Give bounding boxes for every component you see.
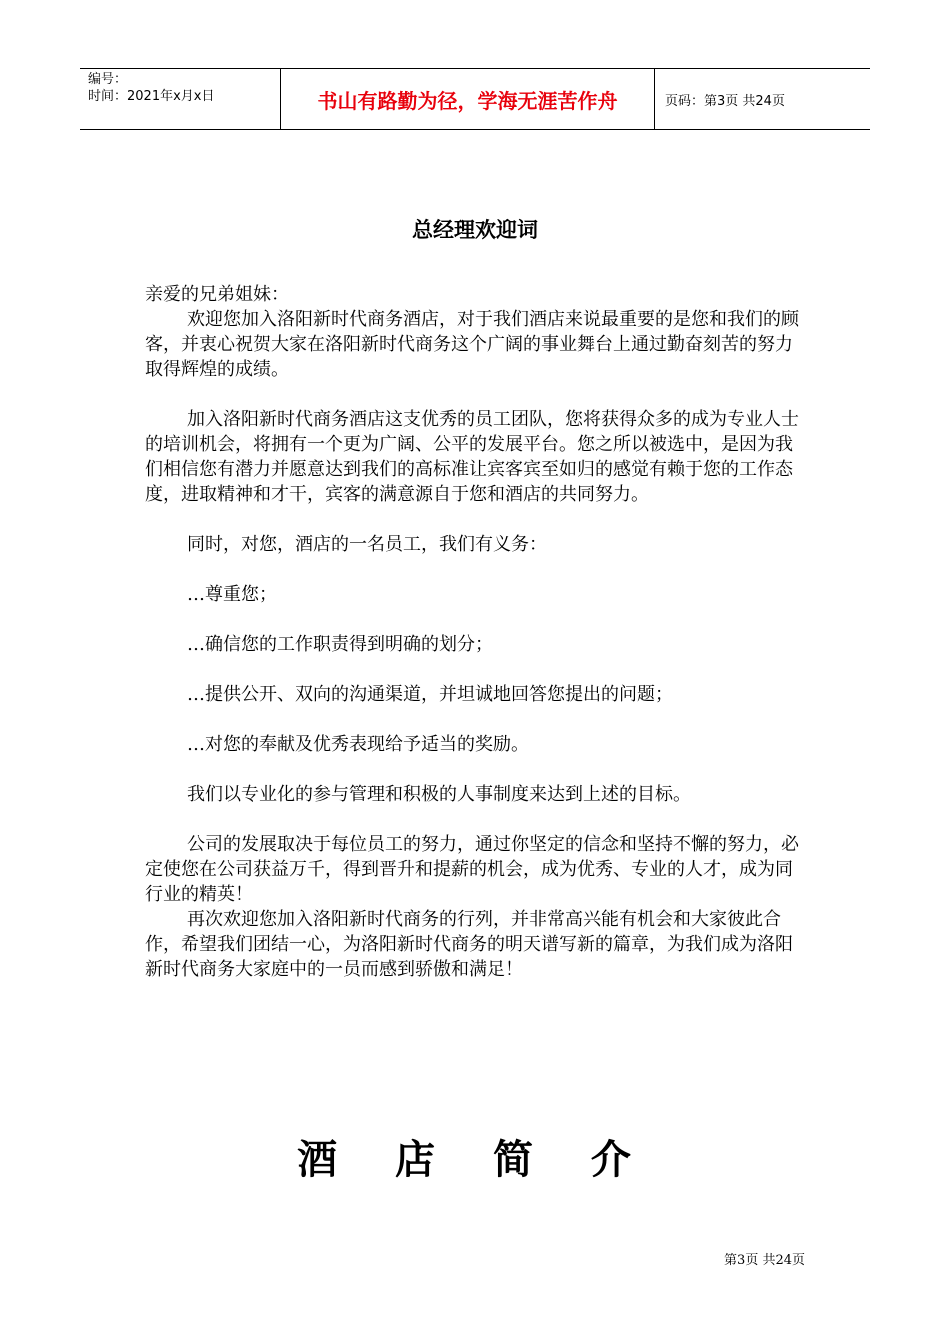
paragraph-closing: 再次欢迎您加入洛阳新时代商务的行列，并非常高兴能有机会和大家彼此合作，希望我们团结一心，为洛阳新时代商务的明天谱写新的篇章，为我们成为洛阳新时代商务大家庭中的一员而感到骄傲和满足！: [145, 909, 793, 980]
letter-body: [145, 282, 810, 982]
header-page-info: 页码：第3页 共24页: [665, 93, 785, 109]
duty-item-respect: …尊重您；: [187, 584, 277, 605]
paragraph-goal: 我们以专业化的参与管理和积极的人事制度来达到上述的目标。: [187, 784, 691, 805]
header-motto: 书山有路勤为径，学海无涯苦作舟: [281, 69, 655, 129]
page-footer: 第3页 共24页: [724, 1253, 805, 1268]
salutation: 亲爱的兄弟姐妹：: [145, 284, 289, 305]
document-header: [80, 68, 870, 130]
header-time: 时间：2021年x月x日: [88, 89, 215, 104]
section-title: 酒 店 简 介: [297, 1137, 653, 1183]
duty-item-communication: …提供公开、双向的沟通渠道，并坦诚地回答您提出的问题；: [187, 684, 673, 705]
duty-item-responsibility: …确信您的工作职责得到明确的划分；: [187, 634, 493, 655]
page-title: 总经理欢迎词: [412, 218, 538, 242]
header-meta: [80, 69, 281, 129]
paragraph-team: 加入洛阳新时代商务酒店这支优秀的员工团队，您将获得众多的成为专业人士的培训机会，将拥有一个更为广阔、公平的发展平台。您之所以被选中，是因为我们相信您有潜力并愿意达到我们的高标准让宾客宾至如归的感觉有赖于您的工作态度，进取精神和才干，宾客的满意源自于您和酒店的共同努力。: [145, 409, 799, 505]
duty-item-reward: …对您的奉献及优秀表现给予适当的奖励。: [187, 734, 529, 755]
paragraph-development: 公司的发展取决于每位员工的努力，通过你坚定的信念和坚持不懈的努力，必定使您在公司获益万千，得到晋升和提薪的机会，成为优秀、专业的人才，成为同行业的精英！: [145, 834, 799, 905]
paragraph-welcome: 欢迎您加入洛阳新时代商务酒店，对于我们酒店来说最重要的是您和我们的顾客，并衷心祝贺大家在洛阳新时代商务这个广阔的事业舞台上通过勤奋刻苦的努力取得辉煌的成绩。: [145, 309, 799, 380]
paragraph-duty-intro: 同时，对您，酒店的一名员工，我们有义务：: [187, 534, 547, 555]
header-number: 编号：: [88, 72, 128, 87]
